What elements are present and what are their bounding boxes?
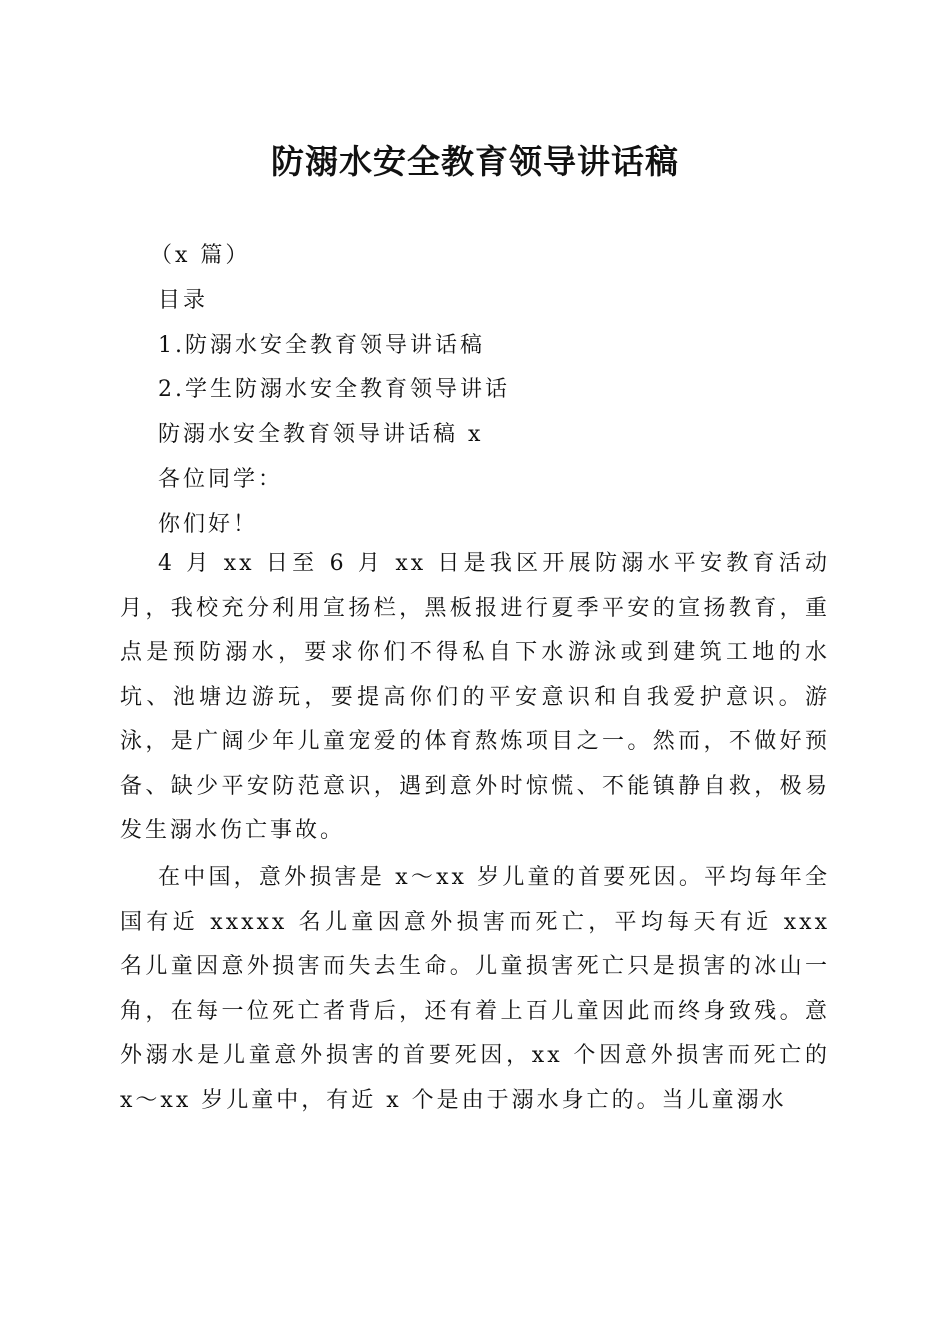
greeting: 你们好！ [158, 512, 259, 537]
body-paragraph: 4 月 xx 日至 6 月 xx 日是我区开展防溺水平安教育活动月，我校充分利用宣扬栏，黑板报进行夏季平安的宣扬教育，重点是预防溺水，要求你们不得私自下水游泳或到建筑工地的水坑、池塘边游玩，要提高你们的平安意识和自我爱护意识。游泳，是广阔少年儿童宠爱的体育熬炼项目之一。然而，不做好预备、缺少平安防范意识，遇到意外时惊慌、不能镇静自救，极易发生溺水伤亡事故。 [120, 551, 830, 843]
section-title: 防溺水安全教育领导讲话稿 x [158, 422, 484, 447]
volume-note: （x 篇） [150, 243, 251, 268]
toc-heading: 目录 [158, 288, 209, 313]
salutation: 各位同学： [158, 467, 284, 492]
toc-item: 2.学生防溺水安全教育领导讲话 [158, 377, 510, 402]
document-title: 防溺水安全教育领导讲话稿 [271, 142, 679, 181]
body-paragraph: 在中国，意外损害是 x～xx 岁儿童的首要死因。平均每年全国有近 xxxxx 名儿童因意外损害而死亡，平均每天有近 xxx 名儿童因意外损害而失去生命。儿童损害死亡只是损害的冰山一角，在每一位死亡者背后，还有着上百儿童因此而终身致残。意外溺水是儿童意外损害的首要死因，xx 个因意外损害而死亡的 x～xx 岁儿童中，有近 x 个是由于溺水身亡的。当儿童溺水 [120, 865, 830, 1113]
toc-item: 1.防溺水安全教育领导讲话稿 [158, 333, 485, 358]
